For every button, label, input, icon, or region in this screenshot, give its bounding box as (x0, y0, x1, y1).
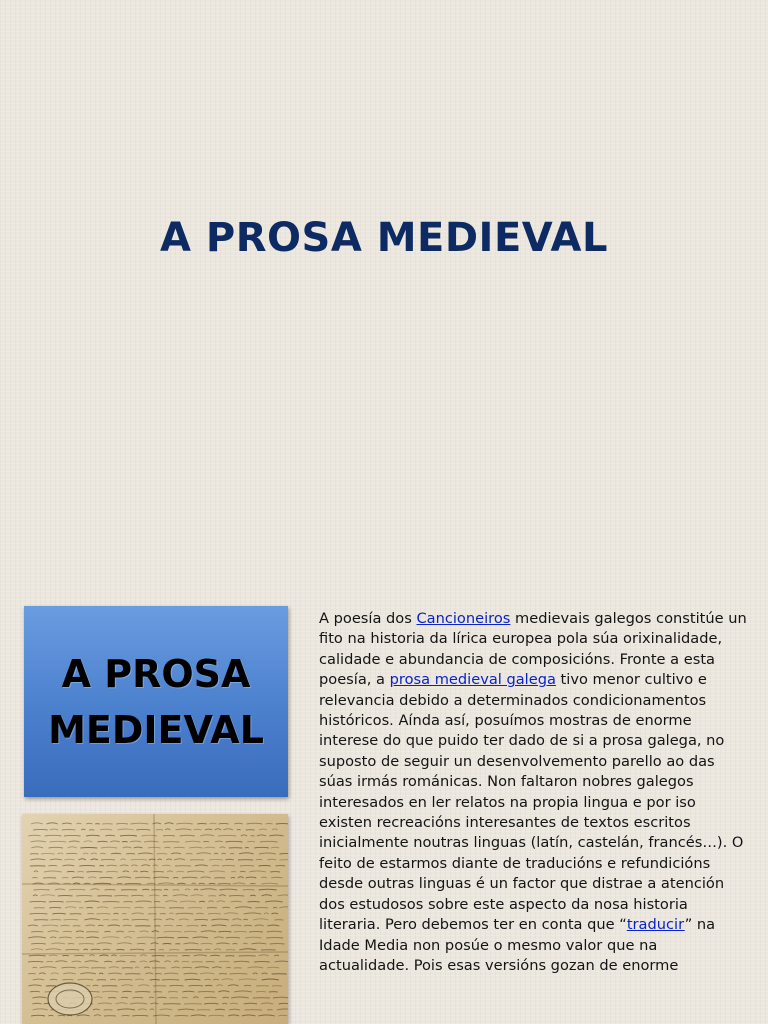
manuscript-illustration (22, 814, 288, 1024)
body-text-1: A poesía dos (319, 610, 417, 627)
body-text-2: medievais galegos constitúe un fito na historia da lírica europea pola súa orixinalidade, calidade e abundancia de composicións. Fronte a esta poesía, a (319, 610, 747, 689)
manuscript-image (22, 814, 288, 1024)
title-box (24, 606, 288, 797)
title-box-line-2: MEDIEVAL (48, 707, 264, 752)
link-traducir[interactable]: traducir (626, 916, 685, 934)
title-box-line-1: A PROSA (61, 651, 251, 696)
link-cancioneiros[interactable]: Cancioneiros (416, 610, 511, 627)
body-paragraph (319, 609, 749, 976)
title-box-text (48, 646, 264, 758)
slide-title: A PROSA MEDIEVAL (160, 215, 608, 261)
body-text-3: tivo menor cultivo e relevancia debido a determinados condicionamentos históricos. Aínda así, posuímos mostras de enorme interese do que puido ter dado de si a prosa galega, no suposto de seguir un desenvolvemento parello ao das súas irmás románicas. Non faltaron nobres galegos interesados en ler relatos na propia lingua e por iso existen recreacións interesantes de textos escritos inicialmente noutras linguas (latín, castelán, francés…). O feito de estarmos diante de traducións e refundicións desde outras linguas é un factor que distrae a atención dos estudosos sobre este aspecto da nosa historia literaria. Pero debemos ter en conta que “ (319, 671, 744, 934)
link-prosa-medieval-galega[interactable]: prosa medieval galega (389, 671, 556, 689)
body-text-4: ” na Idade Media non posúe o mesmo valor que na actualidade. Pois esas versións gozan de enorme (319, 916, 716, 974)
